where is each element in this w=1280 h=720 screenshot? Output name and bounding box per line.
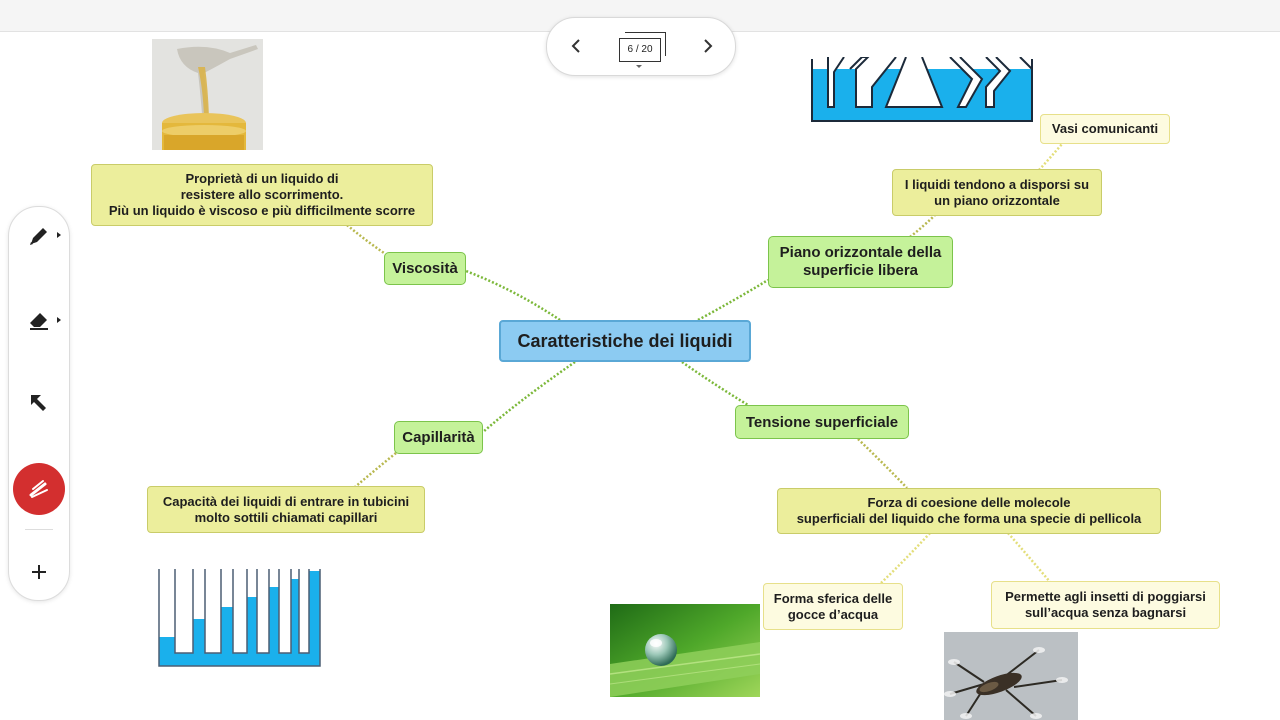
node-text-line: Piano orizzontale della: [779, 244, 942, 261]
node-text-line: Forza di coesione delle molecole: [867, 495, 1071, 510]
node-text-line: gocce d’acqua: [787, 606, 879, 622]
node-text-line: Permette agli insetti di poggiarsi: [1005, 589, 1206, 604]
eraser-tool[interactable]: [24, 305, 54, 335]
water-strider-photo: [944, 632, 1078, 720]
node-text-line: un piano orizzontale: [934, 192, 1060, 208]
eraser-icon: [27, 308, 51, 332]
capillary-tubes-diagram: [157, 569, 322, 668]
toolbar-divider: [25, 529, 53, 530]
node-text-line: superficiali del liquido che forma una specie di pellicola: [796, 511, 1142, 526]
eraser-options-arrow-icon[interactable]: [57, 317, 61, 323]
pen-options-arrow-icon[interactable]: [57, 232, 61, 238]
communicating-vessels-diagram: [810, 57, 1035, 123]
node-capillarita[interactable]: Capillarità: [394, 421, 483, 454]
node-forma-sferica[interactable]: [763, 583, 903, 630]
node-viscosita[interactable]: Viscosità: [384, 252, 466, 285]
node-piano-desc[interactable]: [892, 169, 1102, 216]
select-tool[interactable]: [24, 388, 54, 418]
laser-icon: [26, 476, 52, 502]
laser-tool[interactable]: [13, 463, 65, 515]
node-insetti[interactable]: [991, 581, 1220, 629]
pen-tool[interactable]: [24, 221, 54, 251]
water-drop-on-leaf-photo: [610, 604, 760, 697]
add-tool[interactable]: [24, 557, 54, 587]
plus-icon: [29, 562, 49, 582]
node-center[interactable]: Caratteristiche dei liquidi: [499, 320, 751, 362]
node-text-line: superficie libera: [802, 262, 919, 279]
node-text-line: Più un liquido è viscoso e più difficilmente scorre: [108, 203, 416, 218]
node-text-line: I liquidi tendono a disporsi su: [904, 176, 1090, 192]
node-text-line: resistere allo scorrimento.: [180, 187, 344, 202]
chevron-left-icon[interactable]: [566, 36, 586, 56]
node-tensione-desc[interactable]: [777, 488, 1161, 534]
node-viscosita-desc[interactable]: [91, 164, 433, 226]
node-vasi-comunicanti[interactable]: Vasi comunicanti: [1040, 114, 1170, 144]
node-text-line: Forma sferica delle: [773, 590, 893, 606]
node-capillarita-desc[interactable]: [147, 486, 425, 533]
node-tensione[interactable]: Tensione superficiale: [735, 405, 909, 439]
caret-down-icon: [636, 65, 642, 68]
node-piano[interactable]: [768, 236, 953, 288]
drawing-toolbar: [8, 206, 70, 601]
node-text-line: sull’acqua senza bagnarsi: [1024, 605, 1187, 620]
cursor-arrow-icon: [27, 391, 51, 415]
node-text-line: Capacità dei liquidi di entrare in tubicini: [162, 493, 410, 509]
page-number: 6 / 20: [619, 38, 661, 62]
node-text-line: molto sottili chiamati capillari: [194, 509, 378, 525]
pen-icon: [27, 224, 51, 248]
page-navigator: [546, 17, 736, 76]
honey-spoon-photo: [152, 39, 263, 150]
chevron-right-icon[interactable]: [698, 36, 718, 56]
node-text-line: Proprietà di un liquido di: [185, 171, 339, 186]
page-indicator[interactable]: [619, 32, 661, 62]
